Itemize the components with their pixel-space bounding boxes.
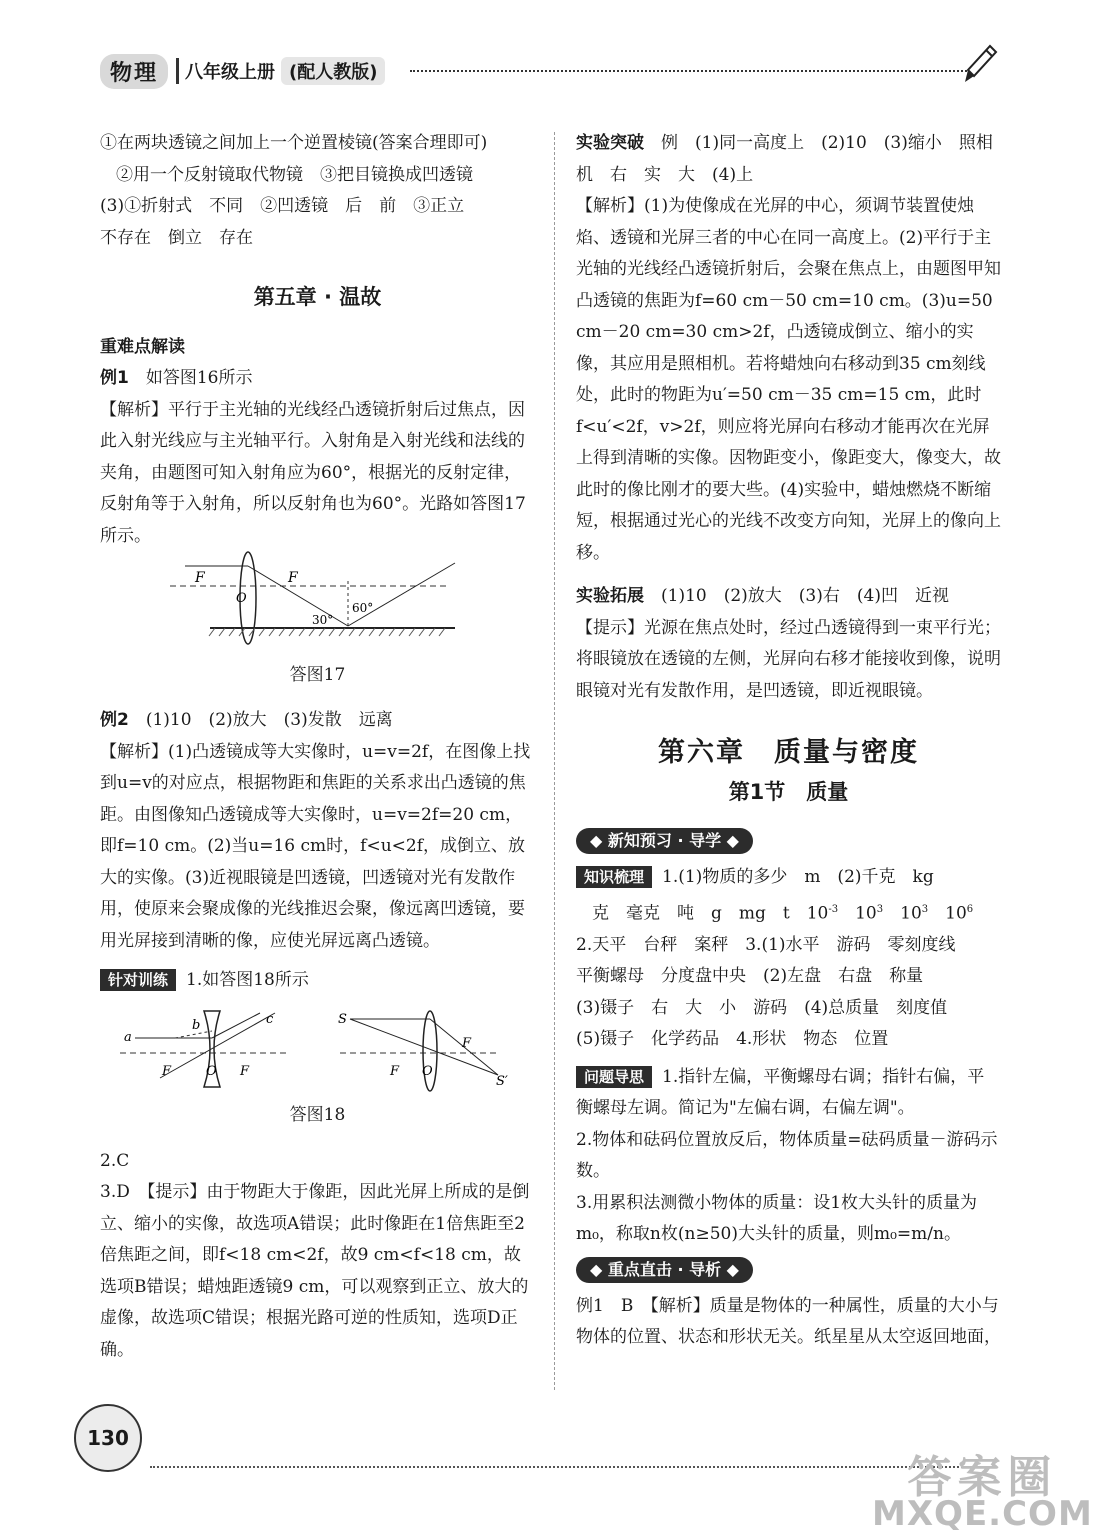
- section1-title: 第1节 质量: [728, 779, 849, 804]
- right-column: [576, 128, 1001, 1354]
- experiment-extension: [576, 581, 1001, 613]
- answer-3: 3.D 【提示】由于物距大于像距，因此光屏上所成的是倒立、缩小的实像，故选项A错误；此时像距在1倍焦距至2倍焦距之间，即f<18 cm<2f，故9 cm<f<18 cm，故选项B错误；蜡烛距透镜9 cm，可以观察到正立、放大的虚像，故选项C错误；根据光路可逆的性质知，选项D正确。: [100, 1182, 530, 1360]
- light-path-diagram: [100, 558, 535, 648]
- ray-b-label: b: [192, 1017, 201, 1033]
- lens-diagrams: [100, 1003, 535, 1089]
- units-power: 10: [900, 903, 922, 924]
- experiment-text: 例 (1)同一高度上 (2)10 (3)缩小 照相机 右 实 大 (4)上: [576, 133, 993, 185]
- focus-label: F: [390, 1063, 400, 1079]
- final-example: 例1 B 【解析】质量是物体的一种属性，质量的大小与物体的位置、状态和形状无关。纸星星从太空返回地面，: [576, 1295, 1001, 1348]
- experiment-breakthrough: [576, 128, 1001, 191]
- focus-label-left: F: [195, 570, 205, 586]
- exponent: 3: [921, 903, 929, 915]
- pen-icon: [962, 44, 998, 88]
- question-1: 1.指针左偏，平衡螺母右调；指针右偏，平衡螺母左调。简记为"左偏右调，右偏左调"。: [576, 1066, 985, 1119]
- extension-label: 实验拓展: [576, 586, 644, 606]
- page-number: 130: [74, 1404, 142, 1472]
- figure-17: [100, 558, 535, 660]
- training-answer-1: 1.如答图18所示: [186, 970, 309, 990]
- angle-60-label: 60°: [352, 601, 374, 615]
- watermark-url: MXQE.COM: [872, 1494, 1093, 1534]
- knowledge-5: (5)镊子 化学药品 4.形状 物态 位置: [576, 1029, 889, 1050]
- analysis-1: 【解析】平行于主光轴的光线经凸透镜折射后过焦点，因此入射光线应与主光轴平行。入射角是入射光线和法线的夹角，由题图可知入射角应为60°，根据光的反射定律，反射角等于入射角，所以反射角也为60°。光路如答图17所示。: [100, 399, 526, 546]
- ray-c-label: c: [266, 1011, 274, 1027]
- watermark: [872, 1452, 1093, 1534]
- watermark-title: 答案圈: [907, 1452, 1058, 1503]
- units-power: 10: [855, 903, 877, 924]
- experiment-analysis: 【解析】(1)为使像成在光屏的中心，须调节装置使烛焰、透镜和光屏三者的中心在同一高度上。(2)平行于主光轴的光线经凸透镜折射后，会聚在焦点上，由题图甲知凸透镜的焦距为f=60 cm－50 cm=10 cm。(3)u=50 cm－20 cm=30 cm>2f，凸透镜成倒立、缩小的实像，其应用是照相机。若将蜡烛向右移动到35 cm刻线处，此时的物距为u′=50 cm－35 cm=15 cm，此时f<u′<2f，v>2f，则应将光屏向右移动才能再次在光屏上得到清晰的实像。因物距变小，像距变大，像变大，故此时的像比刚才的要大些。(4)实验中，蜡烛燃烧不断缩短，根据通过光心的光线不改变方向知，光屏上的像向上移。: [576, 196, 1001, 563]
- section-heading: 重难点解读: [100, 336, 185, 357]
- extension-text: (1)10 (2)放大 (3)右 (4)凹 近视: [661, 586, 949, 606]
- example-2: [100, 705, 535, 737]
- focus-pill: ◆ 重点直击 · 导析 ◆: [576, 1257, 753, 1283]
- exponent: 3: [876, 903, 884, 915]
- preview-pill: ◆ 新知预习 · 导学 ◆: [576, 828, 753, 854]
- focus-label-right: F: [288, 570, 298, 586]
- chapter5-title: 第五章 · 温故: [253, 285, 382, 309]
- footer-dotted-rule: [150, 1466, 990, 1468]
- focus-label: F: [462, 1035, 472, 1051]
- optical-center-label: O: [236, 591, 247, 606]
- analysis-2: 【解析】(1)凸透镜成等大实像时，u=v=2f，在图像上找到u=v的对应点，根据物距和焦距的关系求出凸透镜的焦距。由图像知凸透镜成等大实像时，u=v=2f=20 cm，即f=10 cm。(2)当u=16 cm时，f<u<2f，成倒立、放大的实像。(3)近视眼镜是凹透镜，凹透镜对光有发散作用，使原来会聚成像的光线推迟会聚，像远离凹透镜，要用光屏接到清晰的像，应使光屏远离凸透镜。: [100, 741, 531, 951]
- image-s-prime-label: S′: [496, 1073, 508, 1089]
- ray-a-label: a: [124, 1029, 132, 1045]
- exponent: -3: [828, 903, 839, 915]
- example-1: [100, 363, 535, 395]
- header-dotted-rule: [410, 70, 970, 72]
- example-label: 例2: [100, 710, 129, 730]
- units-text: 克 毫克 吨 g mg t 10: [592, 903, 829, 924]
- exponent: 6: [966, 903, 974, 915]
- example-text: 如答图16所示: [145, 368, 253, 388]
- subject-label: 物理: [100, 54, 168, 89]
- question-3: 3.用累积法测微小物体的质量：设1枚大头针的质量为m₀，称取n枚(n≥50)大头针的质量，则m₀=m/n。: [576, 1192, 978, 1245]
- example-text: (1)10 (2)放大 (3)发散 远离: [145, 710, 393, 730]
- answer-2: 2.C: [100, 1150, 130, 1171]
- extension-hint: 【提示】光源在焦点处时，经过凸透镜得到一束平行光；将眼镜放在透镜的左侧，光屏向右移才能接收到像，说明眼镜对光有发散作用，是凹透镜，即近视眼镜。: [576, 617, 1001, 701]
- grade-label: 八年级上册: [176, 58, 281, 84]
- page-header: [100, 54, 385, 88]
- experiment-label: 实验突破: [576, 133, 644, 153]
- chapter6-title: 第六章 质量与密度: [658, 737, 919, 768]
- example-label: 例1: [100, 368, 129, 388]
- angle-30-label: 30°: [312, 613, 334, 627]
- knowledge-3: 平衡螺母 分度盘中央 (2)左盘 右盘 称量: [576, 966, 924, 987]
- knowledge-2: 2.天平 台秤 案秤 3.(1)水平 游码 零刻度线: [576, 934, 956, 955]
- question-2: 2.物体和砝码位置放反后，物体质量=砝码质量－游码示数。: [576, 1129, 998, 1182]
- training-tag: 针对训练: [100, 969, 176, 991]
- knowledge-4: (3)镊子 右 大 小 游码 (4)总质量 刻度值: [576, 997, 948, 1018]
- figure-17-caption: 答图17: [289, 664, 346, 685]
- answer-line: ②用一个反射镜取代物镜 ③把目镜换成凹透镜: [116, 164, 473, 185]
- source-s-label: S: [338, 1011, 347, 1027]
- left-column: [100, 128, 535, 1366]
- answer-line: ①在两块透镜之间加上一个逆置棱镜(答案合理即可): [100, 133, 488, 153]
- training-row: [100, 965, 535, 997]
- answer-line: 不存在 倒立 存在: [100, 227, 253, 248]
- focus-label: F: [240, 1063, 250, 1079]
- focus-label: F: [162, 1063, 172, 1079]
- optical-center-label: O: [422, 1063, 433, 1079]
- question-tag: 问题导思: [576, 1066, 652, 1088]
- units-power: 10: [945, 903, 967, 924]
- knowledge-1: 1.(1)物质的多少 m (2)千克 kg: [662, 867, 934, 887]
- knowledge-row: [576, 862, 1001, 894]
- knowledge-tag: 知识梳理: [576, 866, 652, 888]
- edition-label: (配人教版): [281, 57, 385, 85]
- knowledge-units: [576, 894, 1001, 930]
- answer-line: (3)①折射式 不同 ②凹透镜 后 前 ③正立: [100, 196, 465, 216]
- column-divider: [554, 132, 555, 1390]
- optical-center-label: O: [206, 1063, 217, 1079]
- figure-18: [100, 1003, 535, 1101]
- question-row: [576, 1062, 1001, 1125]
- figure-18-caption: 答图18: [289, 1105, 346, 1125]
